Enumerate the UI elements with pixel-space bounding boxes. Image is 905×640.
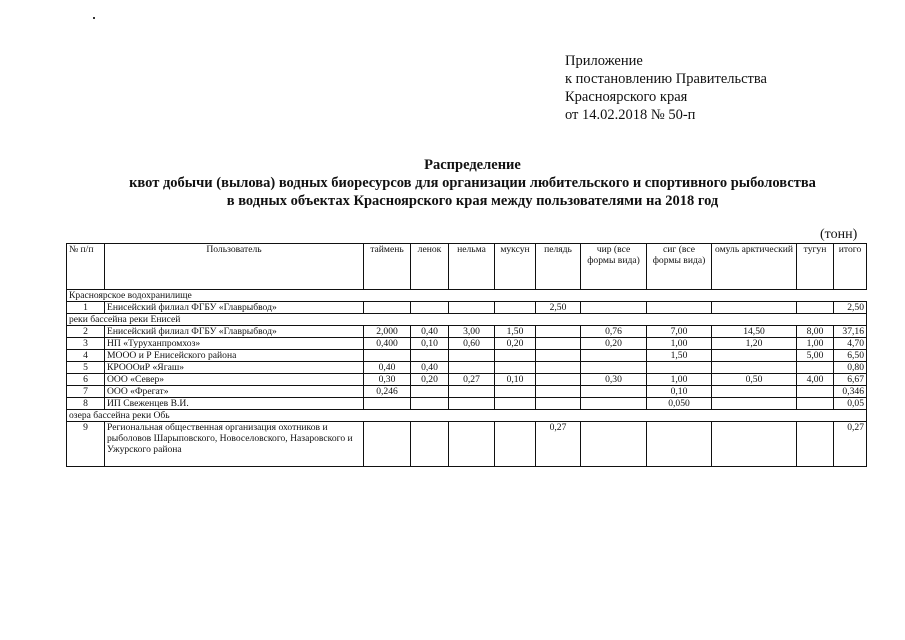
cell-tugun: 5,00 <box>797 350 834 362</box>
cell-peled <box>536 374 581 386</box>
table-row <box>67 338 867 350</box>
cell-chir <box>581 422 647 467</box>
cell-taimen: 0,30 <box>364 374 411 386</box>
scan-speck <box>93 17 95 19</box>
cell-peled <box>536 350 581 362</box>
cell-chir: 0,20 <box>581 338 647 350</box>
cell-muksun <box>495 350 536 362</box>
table-row <box>67 362 867 374</box>
cell-peled <box>536 338 581 350</box>
cell-muksun <box>495 302 536 314</box>
cell-nelma: 0,27 <box>449 374 495 386</box>
cell-chir: 0,76 <box>581 326 647 338</box>
cell-chir <box>581 386 647 398</box>
cell-sig: 0,050 <box>647 398 712 410</box>
cell-nelma <box>449 398 495 410</box>
cell-taimen: 0,246 <box>364 386 411 398</box>
table-row <box>67 326 867 338</box>
title-line: в водных объектах Красноярского края между пользователями на 2018 год <box>226 193 719 209</box>
cell-sig: 7,00 <box>647 326 712 338</box>
cell-muksun <box>495 386 536 398</box>
cell-muksun <box>495 398 536 410</box>
cell-total: 4,70 <box>834 338 867 350</box>
cell-tugun: 1,00 <box>797 338 834 350</box>
cell-user: КРОООиР «Ягаш» <box>105 362 364 374</box>
header-tugun: тугун <box>797 244 834 290</box>
cell-taimen: 0,400 <box>364 338 411 350</box>
cell-lenok: 0,40 <box>411 362 449 374</box>
group-label: реки бассейна реки Енисей <box>67 314 867 326</box>
header-nelma: нельма <box>449 244 495 290</box>
cell-tugun: 4,00 <box>797 374 834 386</box>
cell-total: 0,27 <box>834 422 867 467</box>
cell-nelma <box>449 386 495 398</box>
cell-user: Енисейский филиал ФГБУ «Главрыбвод» <box>105 302 364 314</box>
quota-table <box>66 243 867 467</box>
cell-total: 0,05 <box>834 398 867 410</box>
cell-muksun: 0,20 <box>495 338 536 350</box>
table-header-row <box>67 244 867 290</box>
cell-num: 9 <box>67 422 105 467</box>
cell-omul <box>712 386 797 398</box>
cell-num: 8 <box>67 398 105 410</box>
cell-tugun <box>797 302 834 314</box>
table-row <box>67 398 867 410</box>
cell-taimen <box>364 398 411 410</box>
cell-peled <box>536 362 581 374</box>
header-total: итого <box>834 244 867 290</box>
cell-omul <box>712 398 797 410</box>
document-title <box>60 156 885 210</box>
cell-omul <box>712 302 797 314</box>
cell-nelma: 3,00 <box>449 326 495 338</box>
cell-user: Региональная общественная организация охотников и рыболовов Шарыповского, Новоселовского, Назаровского и Ужурского района <box>105 422 364 467</box>
cell-nelma: 0,60 <box>449 338 495 350</box>
cell-muksun <box>495 422 536 467</box>
group-label: озера бассейна реки Обь <box>67 410 867 422</box>
cell-lenok: 0,20 <box>411 374 449 386</box>
cell-total: 6,67 <box>834 374 867 386</box>
cell-taimen <box>364 302 411 314</box>
table-row <box>67 374 867 386</box>
cell-peled: 2,50 <box>536 302 581 314</box>
appendix-block <box>565 52 767 124</box>
cell-omul: 1,20 <box>712 338 797 350</box>
header-sig: сиг (все формы вида) <box>647 244 712 290</box>
cell-num: 1 <box>67 302 105 314</box>
cell-num: 2 <box>67 326 105 338</box>
appendix-date-line: от 14.02.2018 № 50-п <box>565 107 696 123</box>
cell-peled <box>536 326 581 338</box>
cell-lenok <box>411 386 449 398</box>
cell-user: Енисейский филиал ФГБУ «Главрыбвод» <box>105 326 364 338</box>
cell-tugun <box>797 362 834 374</box>
header-num: № п/п <box>67 244 105 290</box>
cell-peled <box>536 386 581 398</box>
unit-label: (тонн) <box>820 227 858 242</box>
header-user: Пользователь <box>105 244 364 290</box>
cell-omul: 0,50 <box>712 374 797 386</box>
cell-total: 2,50 <box>834 302 867 314</box>
cell-lenok <box>411 302 449 314</box>
cell-user: ИП Свеженцев В.И. <box>105 398 364 410</box>
cell-chir <box>581 350 647 362</box>
cell-chir <box>581 398 647 410</box>
cell-nelma <box>449 362 495 374</box>
cell-num: 7 <box>67 386 105 398</box>
cell-user: НП «Туруханпромхоз» <box>105 338 364 350</box>
cell-nelma <box>449 350 495 362</box>
cell-chir <box>581 302 647 314</box>
appendix-line: Красноярского края <box>565 89 688 105</box>
cell-chir <box>581 362 647 374</box>
group-row <box>67 290 867 302</box>
header-taimen: таймень <box>364 244 411 290</box>
cell-sig: 1,00 <box>647 338 712 350</box>
header-chir: чир (все формы вида) <box>581 244 647 290</box>
cell-muksun: 1,50 <box>495 326 536 338</box>
cell-num: 3 <box>67 338 105 350</box>
cell-omul: 14,50 <box>712 326 797 338</box>
cell-total: 0,346 <box>834 386 867 398</box>
group-row <box>67 314 867 326</box>
cell-muksun <box>495 362 536 374</box>
title-line: квот добычи (вылова) водных биоресурсов для организации любительского и спортивного рыболовства <box>129 175 816 191</box>
group-label: Красноярское водохранилище <box>67 290 867 302</box>
cell-peled <box>536 398 581 410</box>
cell-total: 37,16 <box>834 326 867 338</box>
table-row <box>67 422 867 467</box>
appendix-line: Приложение <box>565 53 643 69</box>
cell-sig: 1,00 <box>647 374 712 386</box>
cell-taimen: 0,40 <box>364 362 411 374</box>
cell-nelma <box>449 422 495 467</box>
cell-nelma <box>449 302 495 314</box>
cell-user: МООО и Р Енисейского района <box>105 350 364 362</box>
header-lenok: ленок <box>411 244 449 290</box>
cell-user: ООО «Фрегат» <box>105 386 364 398</box>
cell-lenok: 0,40 <box>411 326 449 338</box>
header-muksun: муксун <box>495 244 536 290</box>
cell-chir: 0,30 <box>581 374 647 386</box>
table-row <box>67 302 867 314</box>
cell-lenok <box>411 350 449 362</box>
cell-lenok: 0,10 <box>411 338 449 350</box>
header-omul: омуль арктический <box>712 244 797 290</box>
cell-taimen <box>364 350 411 362</box>
cell-total: 0,80 <box>834 362 867 374</box>
cell-omul <box>712 350 797 362</box>
title-line: Распределение <box>424 157 521 173</box>
cell-sig <box>647 422 712 467</box>
cell-taimen <box>364 422 411 467</box>
table-row <box>67 386 867 398</box>
cell-omul <box>712 422 797 467</box>
cell-tugun <box>797 422 834 467</box>
group-row <box>67 410 867 422</box>
cell-sig <box>647 302 712 314</box>
cell-peled: 0,27 <box>536 422 581 467</box>
cell-user: ООО «Север» <box>105 374 364 386</box>
cell-muksun: 0,10 <box>495 374 536 386</box>
cell-taimen: 2,000 <box>364 326 411 338</box>
cell-sig <box>647 362 712 374</box>
cell-lenok <box>411 422 449 467</box>
cell-num: 6 <box>67 374 105 386</box>
cell-tugun <box>797 398 834 410</box>
header-peled: пелядь <box>536 244 581 290</box>
table-row <box>67 350 867 362</box>
cell-sig: 1,50 <box>647 350 712 362</box>
appendix-line: к постановлению Правительства <box>565 71 767 87</box>
cell-tugun <box>797 386 834 398</box>
cell-num: 5 <box>67 362 105 374</box>
cell-tugun: 8,00 <box>797 326 834 338</box>
cell-total: 6,50 <box>834 350 867 362</box>
cell-omul <box>712 362 797 374</box>
cell-num: 4 <box>67 350 105 362</box>
cell-lenok <box>411 398 449 410</box>
cell-sig: 0,10 <box>647 386 712 398</box>
